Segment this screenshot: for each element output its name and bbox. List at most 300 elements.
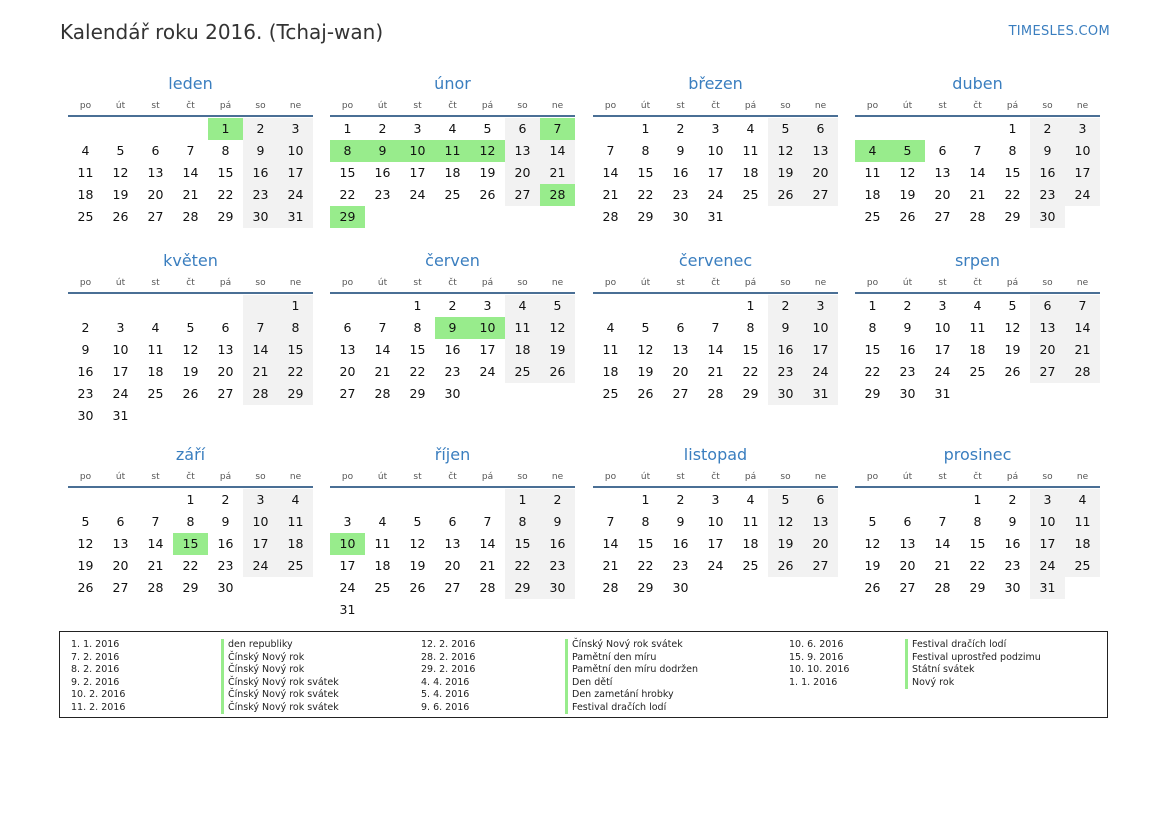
day-cell: 28: [479, 580, 496, 595]
month-name: srpen: [954, 251, 1001, 270]
weekday-header: [593, 468, 838, 488]
day-cell: 26: [637, 386, 654, 401]
day-cell: 26: [540, 361, 575, 383]
day-cell: 10: [1065, 140, 1100, 162]
day-cell: 21: [934, 558, 951, 573]
day-cell: 22: [505, 555, 540, 577]
day-cell: 3: [483, 298, 492, 313]
weekday-label: po: [79, 278, 92, 288]
day-cell: 4: [278, 489, 313, 511]
weekday-label: so: [255, 278, 266, 288]
day-cell: 14: [602, 165, 619, 180]
brand-link[interactable]: TIMESLES.COM: [1008, 24, 1110, 39]
day-cell: 19: [182, 364, 199, 379]
day-cell: 8: [330, 140, 365, 162]
weekday-header: [855, 468, 1100, 488]
day-cell: 31: [803, 383, 838, 405]
day-cell: 22: [182, 558, 199, 573]
day-cell: 29: [864, 386, 881, 401]
day-cell: 29: [217, 209, 234, 224]
empty-cell: [803, 206, 838, 228]
weekday-label: út: [640, 278, 651, 288]
day-cell: 18: [864, 187, 881, 202]
weekday-label: út: [115, 101, 126, 111]
day-cell: 17: [803, 339, 838, 361]
weekday-label: so: [780, 278, 791, 288]
day-cell: 17: [243, 533, 278, 555]
weekday-label: pá: [219, 278, 232, 288]
day-cell: 15: [217, 165, 234, 180]
day-cell: 15: [1004, 165, 1021, 180]
weekday-label: út: [377, 101, 388, 111]
empty-cell: [330, 295, 365, 317]
legend-date: 12. 2. 2016: [421, 639, 476, 650]
day-cell: 19: [112, 187, 129, 202]
day-cell: 7: [973, 143, 982, 158]
weekday-label: pá: [219, 472, 232, 482]
weekday-label: út: [377, 278, 388, 288]
day-cell: 12: [768, 511, 803, 533]
day-cell: 28: [707, 386, 724, 401]
day-cell: 16: [444, 342, 461, 357]
day-cell: 24: [803, 361, 838, 383]
day-cell: 6: [448, 514, 457, 529]
weekday-label: čt: [448, 101, 457, 111]
day-cell: 30: [768, 383, 803, 405]
day-cell: 9: [435, 317, 470, 339]
day-cell: 1: [746, 298, 755, 313]
day-cell: 4: [505, 295, 540, 317]
day-cell: 21: [243, 361, 278, 383]
day-cell: 8: [413, 320, 422, 335]
legend-date: 15. 9. 2016: [789, 651, 844, 663]
day-cell: 16: [1030, 162, 1065, 184]
month-name: říjen: [434, 445, 471, 464]
day-cell: 23: [77, 386, 94, 401]
day-cell: 22: [278, 361, 313, 383]
day-cell: 6: [803, 118, 838, 140]
day-cell: 26: [864, 580, 881, 595]
empty-cell: [68, 118, 103, 140]
weekday-label: so: [255, 101, 266, 111]
day-cell: 15: [339, 165, 356, 180]
day-cell: 24: [278, 184, 313, 206]
day-cell: 30: [243, 206, 278, 228]
empty-cell: [435, 206, 470, 228]
weekday-label: po: [604, 472, 617, 482]
day-cell: 9: [81, 342, 90, 357]
day-cell: 18: [742, 165, 759, 180]
weekday-label: čt: [973, 472, 982, 482]
empty-cell: [855, 489, 890, 511]
day-cell: 26: [112, 209, 129, 224]
day-cell: 11: [505, 317, 540, 339]
day-cell: 14: [147, 536, 164, 551]
day-cell: 21: [479, 558, 496, 573]
day-cell: 2: [903, 298, 912, 313]
weekday-label: ne: [551, 472, 564, 482]
day-cell: 2: [768, 295, 803, 317]
empty-cell: [628, 295, 663, 317]
weekday-label: út: [640, 101, 651, 111]
weekday-label: ne: [289, 101, 302, 111]
day-cell: 18: [969, 342, 986, 357]
day-cell: 10: [400, 140, 435, 162]
day-cell: 23: [672, 187, 689, 202]
legend-date: 5. 4. 2016: [421, 689, 470, 700]
weekday-label: čt: [711, 101, 720, 111]
day-grid: [593, 489, 838, 599]
empty-cell: [1065, 206, 1100, 228]
day-cell: 2: [221, 492, 230, 507]
legend-row: [789, 664, 975, 677]
day-cell: 3: [413, 121, 422, 136]
day-cell: 28: [182, 209, 199, 224]
day-cell: 24: [707, 187, 724, 202]
weekday-label: so: [1042, 278, 1053, 288]
day-cell: 2: [676, 492, 685, 507]
weekday-label: út: [902, 472, 913, 482]
weekday-label: čt: [973, 101, 982, 111]
day-cell: 1: [641, 121, 650, 136]
legend-holiday-name: Den dětí: [565, 677, 612, 690]
day-cell: 21: [707, 364, 724, 379]
legend-date: 4. 4. 2016: [421, 676, 470, 688]
month-3: [593, 73, 838, 228]
empty-cell: [103, 295, 138, 317]
day-cell: 26: [1004, 364, 1021, 379]
weekday-label: pá: [1006, 472, 1019, 482]
legend-holiday-name: den republiky: [221, 639, 293, 652]
weekday-label: pá: [219, 101, 232, 111]
day-cell: 30: [1004, 580, 1021, 595]
day-cell: 13: [803, 511, 838, 533]
day-cell: 18: [374, 558, 391, 573]
day-cell: 30: [899, 386, 916, 401]
day-cell: 8: [641, 143, 650, 158]
weekday-label: čt: [186, 278, 195, 288]
legend-holiday-name: Státní svátek: [905, 664, 974, 677]
day-cell: 11: [278, 511, 313, 533]
day-cell: 29: [278, 383, 313, 405]
empty-cell: [68, 489, 103, 511]
day-cell: 23: [1030, 184, 1065, 206]
day-cell: 9: [221, 514, 230, 529]
empty-cell: [365, 206, 400, 228]
empty-cell: [138, 405, 173, 427]
weekday-header: [855, 97, 1100, 117]
day-cell: 7: [1065, 295, 1100, 317]
day-cell: 6: [116, 514, 125, 529]
day-cell: 1: [278, 295, 313, 317]
day-cell: 14: [243, 339, 278, 361]
empty-cell: [540, 206, 575, 228]
day-cell: 7: [378, 320, 387, 335]
day-cell: 4: [606, 320, 615, 335]
day-cell: 7: [243, 317, 278, 339]
legend-row: [421, 664, 699, 677]
empty-cell: [768, 206, 803, 228]
day-cell: 25: [864, 209, 881, 224]
empty-cell: [243, 405, 278, 427]
day-cell: 13: [1030, 317, 1065, 339]
legend-column-1: [71, 639, 339, 714]
day-cell: 22: [409, 364, 426, 379]
legend-row: [421, 676, 613, 690]
empty-cell: [698, 295, 733, 317]
day-cell: 18: [1065, 533, 1100, 555]
legend-holiday-name: Festival uprostřed podzimu: [905, 652, 1041, 665]
weekday-label: st: [413, 472, 422, 482]
empty-cell: [593, 118, 628, 140]
day-cell: 4: [746, 121, 755, 136]
legend-holiday-name: Čínský Nový rok svátek: [565, 639, 683, 652]
weekday-label: pá: [1006, 101, 1019, 111]
month-name: leden: [168, 74, 213, 93]
day-cell: 11: [864, 165, 881, 180]
weekday-label: út: [902, 278, 913, 288]
day-cell: 20: [217, 364, 234, 379]
day-cell: 16: [243, 162, 278, 184]
day-cell: 7: [151, 514, 160, 529]
weekday-label: čt: [186, 101, 195, 111]
day-cell: 26: [409, 580, 426, 595]
day-cell: 9: [1008, 514, 1017, 529]
day-cell: 27: [803, 184, 838, 206]
day-cell: 23: [540, 555, 575, 577]
day-cell: 29: [409, 386, 426, 401]
day-cell: 3: [343, 514, 352, 529]
day-cell: 13: [339, 342, 356, 357]
day-cell: 28: [243, 383, 278, 405]
day-cell: 16: [374, 165, 391, 180]
day-cell: 5: [413, 514, 422, 529]
day-cell: 3: [1065, 118, 1100, 140]
day-cell: 18: [278, 533, 313, 555]
empty-cell: [365, 489, 400, 511]
day-cell: 14: [969, 165, 986, 180]
empty-cell: [400, 489, 435, 511]
legend-date: 7. 2. 2016: [71, 651, 120, 663]
month-name: únor: [434, 74, 471, 93]
legend-column-2: [421, 639, 699, 714]
day-cell: 27: [1030, 361, 1065, 383]
day-cell: 6: [505, 118, 540, 140]
day-cell: 6: [343, 320, 352, 335]
day-cell: 15: [409, 342, 426, 357]
day-cell: 16: [1004, 536, 1021, 551]
empty-cell: [470, 206, 505, 228]
day-cell: 23: [672, 558, 689, 573]
day-cell: 14: [1065, 317, 1100, 339]
day-cell: 19: [409, 558, 426, 573]
legend-holiday-name: Čínský Nový rok svátek: [221, 677, 339, 690]
day-cell: 28: [969, 209, 986, 224]
day-cell: 12: [470, 140, 505, 162]
legend-date: 10. 2. 2016: [71, 689, 126, 700]
day-cell: 7: [711, 320, 720, 335]
day-cell: 5: [1008, 298, 1017, 313]
day-cell: 1: [208, 118, 243, 140]
legend-row: [789, 676, 955, 690]
day-cell: 25: [602, 386, 619, 401]
day-cell: 22: [217, 187, 234, 202]
day-cell: 4: [855, 140, 890, 162]
day-cell: 3: [711, 492, 720, 507]
day-cell: 30: [540, 577, 575, 599]
day-cell: 2: [243, 118, 278, 140]
day-cell: 8: [186, 514, 195, 529]
legend-date: 9. 2. 2016: [71, 676, 120, 688]
day-cell: 30: [217, 580, 234, 595]
day-cell: 13: [672, 342, 689, 357]
day-cell: 20: [934, 187, 951, 202]
weekday-label: čt: [186, 472, 195, 482]
day-cell: 5: [483, 121, 492, 136]
day-cell: 21: [969, 187, 986, 202]
day-cell: 14: [602, 536, 619, 551]
day-cell: 19: [768, 533, 803, 555]
day-cell: 24: [1030, 555, 1065, 577]
month-name: listopad: [683, 445, 748, 464]
day-cell: 13: [803, 140, 838, 162]
empty-cell: [138, 489, 173, 511]
day-cell: 19: [77, 558, 94, 573]
day-cell: 25: [742, 187, 759, 202]
weekday-label: čt: [711, 472, 720, 482]
legend-row: [421, 689, 674, 702]
month-8: [855, 250, 1100, 405]
day-cell: 1: [343, 121, 352, 136]
legend-holiday-name: Čínský Nový rok svátek: [221, 689, 339, 702]
day-cell: 8: [973, 514, 982, 529]
day-cell: 17: [278, 162, 313, 184]
weekday-label: pá: [744, 472, 757, 482]
day-cell: 25: [374, 580, 391, 595]
empty-cell: [925, 118, 960, 140]
day-cell: 1: [505, 489, 540, 511]
day-cell: 29: [637, 580, 654, 595]
day-cell: 25: [147, 386, 164, 401]
day-cell: 4: [81, 143, 90, 158]
empty-cell: [505, 599, 540, 621]
day-cell: 30: [444, 386, 461, 401]
day-cell: 10: [934, 320, 951, 335]
day-grid: [855, 118, 1100, 228]
month-name: září: [175, 445, 206, 464]
empty-cell: [803, 577, 838, 599]
legend-holiday-name: Čínský Nový rok: [221, 652, 304, 665]
day-cell: 2: [81, 320, 90, 335]
day-cell: 24: [707, 558, 724, 573]
legend-holiday-name: Pamětní den míru: [565, 652, 656, 665]
empty-cell: [698, 577, 733, 599]
day-cell: 21: [602, 558, 619, 573]
day-cell: 1: [413, 298, 422, 313]
empty-cell: [855, 118, 890, 140]
day-cell: 22: [742, 364, 759, 379]
weekday-label: so: [517, 278, 528, 288]
weekday-label: st: [151, 101, 160, 111]
day-cell: 19: [864, 558, 881, 573]
weekday-header: [330, 468, 575, 488]
day-cell: 10: [707, 143, 724, 158]
day-cell: 1: [186, 492, 195, 507]
day-cell: 23: [899, 364, 916, 379]
weekday-label: út: [377, 472, 388, 482]
month-5: [68, 250, 313, 427]
weekday-label: st: [938, 472, 947, 482]
legend-date: 1. 1. 2016: [71, 639, 120, 650]
month-10: [330, 444, 575, 621]
day-cell: 30: [672, 580, 689, 595]
day-grid: [855, 295, 1100, 405]
day-cell: 8: [641, 514, 650, 529]
weekday-label: ne: [814, 472, 827, 482]
weekday-label: so: [517, 101, 528, 111]
day-cell: 19: [637, 364, 654, 379]
empty-cell: [1065, 577, 1100, 599]
day-cell: 7: [483, 514, 492, 529]
day-cell: 31: [934, 386, 951, 401]
day-cell: 31: [339, 602, 356, 617]
day-cell: 10: [470, 317, 505, 339]
day-cell: 14: [707, 342, 724, 357]
day-cell: 12: [182, 342, 199, 357]
day-cell: 12: [1004, 320, 1021, 335]
day-cell: 29: [1004, 209, 1021, 224]
empty-cell: [138, 295, 173, 317]
day-cell: 8: [221, 143, 230, 158]
day-cell: 22: [637, 558, 654, 573]
day-cell: 9: [365, 140, 400, 162]
day-cell: 14: [540, 140, 575, 162]
legend-row: [71, 664, 305, 677]
empty-cell: [243, 577, 278, 599]
empty-cell: [470, 489, 505, 511]
day-cell: 28: [147, 580, 164, 595]
day-cell: 22: [637, 187, 654, 202]
day-cell: 23: [768, 361, 803, 383]
legend-holiday-name: Čínský Nový rok: [221, 664, 304, 677]
day-cell: 10: [803, 317, 838, 339]
month-name: duben: [952, 74, 1003, 93]
day-cell: 5: [81, 514, 90, 529]
weekday-label: čt: [448, 278, 457, 288]
day-cell: 13: [112, 536, 129, 551]
day-cell: 3: [803, 295, 838, 317]
day-cell: 15: [278, 339, 313, 361]
day-cell: 13: [934, 165, 951, 180]
weekday-label: pá: [1006, 278, 1019, 288]
day-cell: 2: [676, 121, 685, 136]
day-cell: 17: [409, 165, 426, 180]
day-cell: 10: [278, 140, 313, 162]
day-grid: [68, 118, 313, 228]
weekday-label: so: [517, 472, 528, 482]
day-cell: 20: [803, 162, 838, 184]
day-cell: 18: [77, 187, 94, 202]
day-grid: [68, 489, 313, 599]
day-cell: 13: [147, 165, 164, 180]
day-cell: 19: [768, 162, 803, 184]
weekday-label: čt: [448, 472, 457, 482]
day-cell: 22: [969, 558, 986, 573]
month-name: červen: [425, 251, 480, 270]
day-cell: 27: [339, 386, 356, 401]
empty-cell: [470, 383, 505, 405]
legend-row: [789, 651, 1041, 665]
